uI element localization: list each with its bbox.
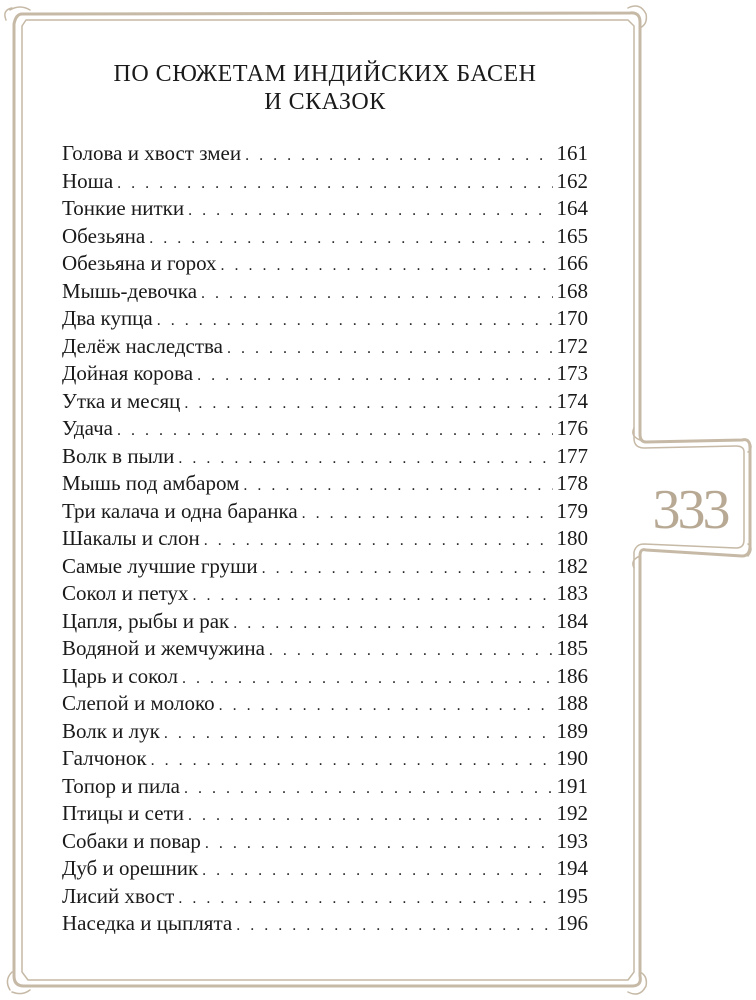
toc-entry — [62, 635, 588, 663]
toc-entry-page: 165 — [556, 223, 588, 248]
toc-entry-page: 164 — [556, 196, 588, 220]
toc-entry-title: Галчонок — [62, 746, 147, 770]
toc-entry-title: Утка и месяц — [62, 388, 181, 413]
toc-entry — [62, 195, 588, 223]
toc-entry — [62, 333, 588, 361]
toc-dot-leader — [117, 170, 552, 196]
toc-dot-leader — [262, 555, 553, 581]
toc-entry-title: Волк в пыли — [62, 443, 175, 468]
toc-dot-leader — [197, 362, 552, 388]
toc-entry — [62, 553, 588, 581]
toc-entry — [62, 305, 588, 333]
toc-entry-title: Тонкие нитки — [62, 196, 185, 220]
toc-entry-page: 176 — [556, 416, 588, 440]
toc-entry-page: 166 — [556, 251, 588, 275]
toc-entry-page: 191 — [556, 773, 588, 798]
toc-entry-page: 193 — [556, 828, 588, 853]
toc-dot-leader — [204, 527, 553, 553]
toc-dot-leader — [205, 830, 553, 856]
toc-entry-title: Обезьяна — [62, 223, 146, 248]
toc-entry — [62, 773, 588, 801]
toc-entry-page: 183 — [556, 581, 588, 605]
toc-entry — [62, 608, 588, 636]
toc-entry — [62, 690, 588, 718]
toc-dot-leader — [178, 885, 552, 911]
toc-entry-page: 182 — [556, 553, 588, 578]
toc-entry-title: Делёж наследства — [62, 333, 224, 358]
toc-dot-leader — [221, 252, 553, 278]
toc-entry-page: 161 — [556, 141, 588, 165]
toc-entry — [62, 498, 588, 526]
toc-entry-title: Топор и пила — [62, 773, 181, 798]
toc-entry-title: Самые лучшие груши — [62, 553, 258, 578]
section-heading-line-1: ПО СЮЖЕТАМ ИНДИЙСКИХ БАСЕН — [113, 61, 537, 87]
page-number-tab: 333 — [652, 479, 728, 541]
toc-entry — [62, 278, 588, 306]
toc-entry-title: Собаки и повар — [62, 828, 201, 853]
toc-entry-page: 192 — [556, 801, 588, 825]
toc-entry — [62, 525, 588, 553]
toc-entry-page: 194 — [556, 856, 588, 880]
section-heading — [60, 60, 590, 116]
toc-dot-leader — [193, 582, 553, 608]
toc-entry — [62, 745, 588, 773]
toc-dot-leader — [117, 417, 553, 443]
toc-entry-page: 172 — [556, 333, 588, 358]
toc-entry-title: Наседка и цыплята — [62, 911, 233, 935]
toc-entry-page: 179 — [556, 498, 588, 523]
toc-dot-leader — [184, 390, 552, 416]
toc-entry-title: Два купца — [62, 306, 153, 330]
toc-entry-title: Три калача и одна баранка — [62, 498, 298, 523]
toc-entry — [62, 855, 588, 883]
toc-dot-leader — [184, 775, 552, 801]
toc-entry-title: Мышь-девочка — [62, 278, 198, 303]
toc-dot-leader — [236, 912, 552, 938]
toc-entry-page: 195 — [556, 883, 588, 908]
toc-entry-title: Удача — [62, 416, 113, 440]
toc-entry — [62, 415, 588, 443]
toc-entry — [62, 663, 588, 691]
toc-entry-page: 184 — [556, 608, 588, 633]
toc-entry — [62, 718, 588, 746]
toc-entry-page: 196 — [556, 911, 588, 935]
toc-entry-title: Царь и сокол — [62, 663, 178, 688]
toc-entry — [62, 470, 588, 498]
toc-entry — [62, 443, 588, 471]
toc-entry-page: 178 — [556, 471, 588, 495]
section-heading-line-2: И СКАЗОК — [264, 89, 386, 115]
toc-dot-leader — [157, 307, 553, 333]
toc-entry-page: 189 — [556, 718, 588, 743]
toc-entry-page: 173 — [556, 361, 588, 385]
toc-entry-title: Дуб и орешник — [62, 856, 199, 880]
toc-entry — [62, 168, 588, 196]
toc-entry-page: 162 — [556, 168, 588, 193]
toc-dot-leader — [245, 142, 552, 168]
toc-entry-title: Цапля, рыбы и рак — [62, 608, 230, 633]
toc-dot-leader — [201, 280, 552, 306]
toc-entry-title: Мышь под амбаром — [62, 471, 240, 495]
toc-dot-leader — [227, 335, 552, 361]
toc-dot-leader — [233, 610, 552, 636]
toc-dot-leader — [182, 665, 553, 691]
toc-dot-leader — [219, 692, 553, 718]
toc-entry — [62, 360, 588, 388]
toc-entry — [62, 910, 588, 938]
toc-dot-leader — [202, 857, 552, 883]
toc-entry-title: Шакалы и слон — [62, 526, 200, 550]
toc-entry — [62, 250, 588, 278]
toc-entry — [62, 140, 588, 168]
toc-entry-page: 190 — [556, 746, 588, 770]
toc-entry-title: Дойная корова — [62, 361, 194, 385]
toc-entry-page: 168 — [556, 278, 588, 303]
toc-entry-title: Обезьяна и горох — [62, 251, 217, 275]
toc-entry — [62, 388, 588, 416]
toc-dot-leader — [243, 472, 552, 498]
toc-dot-leader — [151, 747, 553, 773]
toc-entry-title: Волк и лук — [62, 718, 160, 743]
toc-dot-leader — [302, 500, 553, 526]
toc-dot-leader — [269, 637, 553, 663]
toc-dot-leader — [178, 445, 552, 471]
toc-entry-page: 186 — [556, 663, 588, 688]
toc-entry-page: 177 — [556, 443, 588, 468]
toc-entry-title: Лисий хвост — [62, 883, 175, 908]
toc-dot-leader — [149, 225, 552, 251]
toc-entry-title: Голова и хвост змеи — [62, 141, 242, 165]
table-of-contents — [62, 140, 588, 938]
toc-entry-page: 174 — [556, 388, 588, 413]
toc-entry-title: Сокол и петух — [62, 581, 189, 605]
toc-entry-title: Слепой и молоко — [62, 691, 215, 715]
toc-dot-leader — [188, 802, 553, 828]
toc-entry-page: 180 — [556, 526, 588, 550]
toc-entry-page: 170 — [556, 306, 588, 330]
toc-dot-leader — [188, 197, 552, 223]
toc-entry-title: Водяной и жемчужина — [62, 636, 265, 660]
toc-entry — [62, 580, 588, 608]
toc-entry — [62, 800, 588, 828]
toc-entry-page: 185 — [556, 636, 588, 660]
toc-dot-leader — [164, 720, 553, 746]
toc-entry — [62, 883, 588, 911]
toc-entry-title: Птицы и сети — [62, 801, 184, 825]
toc-entry — [62, 223, 588, 251]
toc-entry-title: Ноша — [62, 168, 114, 193]
toc-entry — [62, 828, 588, 856]
toc-entry-page: 188 — [556, 691, 588, 715]
